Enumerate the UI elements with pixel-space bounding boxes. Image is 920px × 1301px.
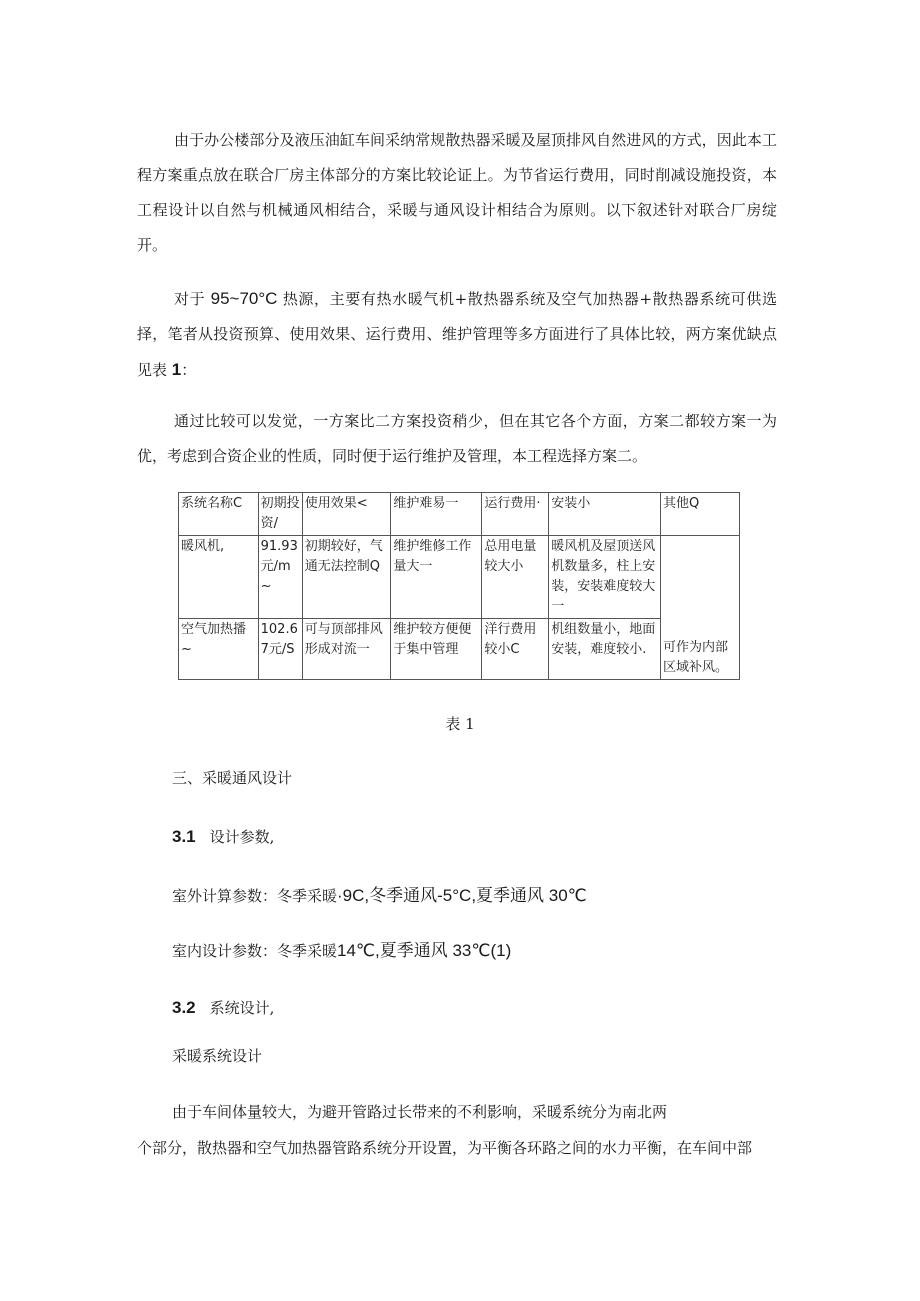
table-cell: 维护维修工作量大一	[391, 536, 482, 619]
heat-source-temperature: 95~70°C	[210, 289, 278, 308]
header-system-name: 系统名称C	[179, 493, 259, 536]
section-heading: 三、采暖通风设计	[172, 769, 293, 787]
heat-source-paragraph	[137, 281, 777, 388]
comparison-table	[178, 492, 740, 680]
outdoor-values: ·9C,冬季通风-5°C,夏季通风 30℃	[337, 886, 587, 905]
conclusion-paragraph: 通过比较可以发觉，一方案比二方案投资稍少，但在其它各个方面，方案二都较方案一为优，考虑到合资企业的性质，同时便于运行维护及管理，本工程选择方案二。	[137, 412, 777, 465]
header-initial-investment: 初期投资/	[258, 493, 302, 536]
outdoor-parameters	[172, 881, 587, 906]
table-cell: 维护较方便便于集中管理	[391, 619, 482, 680]
subsection-3-2-heading	[172, 997, 274, 1018]
subsection-number: 3.1	[172, 827, 196, 846]
table-cell: 空气加热播~	[179, 619, 259, 680]
header-installation: 安装小	[549, 493, 661, 536]
table-caption: 表 1	[445, 715, 475, 733]
table-cell: 初期较好，气通无法控制Q	[302, 536, 391, 619]
heating-system-title: 采暖系统设计	[172, 1047, 263, 1065]
table-cell: 总用电量较大小	[482, 536, 549, 619]
outdoor-label: 室外计算参数：冬季采暖	[172, 887, 338, 905]
table-row	[179, 536, 740, 619]
heat-source-text-a: 对于	[174, 290, 211, 308]
heat-source-text-b: 热源，主要有热水暖气机+散热器系统及空气加热器+散热器系统可供选择，笔者从投资预算、使用效果、运行费用、维护管理等多方面进行了具体比较，两方案优缺点见表	[137, 290, 777, 379]
table-cell: 91.93元/m~	[258, 536, 302, 619]
indoor-values: 14℃,夏季通风 33℃(1)	[337, 941, 512, 960]
header-running-cost: 运行费用·	[482, 493, 549, 536]
body-text-line: 由于车间体量较大，为避开管路过长带来的不利影响，采暖系统分为南北两	[172, 1103, 668, 1121]
heat-source-text-c: ：	[181, 361, 197, 379]
intro-paragraph: 由于办公楼部分及液压油缸车间采纳常规散热器采暖及屋顶排风自然进风的方式，因此本工程方案重点放在联合厂房主体部分的方案比较论证上。为节省运行费用，同时削减设施投资，本工程设计以自然与机械通风相结合，采暖与通风设计相结合为原则。以下叙述针对联合厂房绽开。	[137, 131, 777, 254]
body-text-line: 个部分，散热器和空气加热器管路系统分开设置，为平衡各环路之间的水力平衡，在车间中部	[137, 1139, 753, 1157]
subsection-title: 系统设计,	[209, 999, 275, 1017]
table-row	[179, 619, 740, 680]
table-reference-number: 1	[171, 360, 182, 379]
subsection-number: 3.2	[172, 998, 196, 1017]
header-maintenance: 维护难易一	[391, 493, 482, 536]
indoor-parameters	[172, 936, 511, 961]
table-cell: 102.67元/S	[258, 619, 302, 680]
header-other: 其他Q	[660, 493, 739, 536]
subsection-title: 设计参数,	[209, 828, 275, 846]
table-header-row	[179, 493, 740, 536]
table-cell: 机组数量小，地面安装，难度较小.	[549, 619, 661, 680]
table-cell: 洋行费用较小C	[482, 619, 549, 680]
indoor-label: 室内设计参数：冬季采暖	[172, 942, 338, 960]
header-usage-effect: 使用效果<	[302, 493, 391, 536]
table-cell-other-merged: 可作为内部区域补风。	[660, 536, 739, 680]
table-cell: 暖风机,	[179, 536, 259, 619]
table-cell: 暖风机及屋顶送风机数量多，柱上安装，安装难度较大一	[549, 536, 661, 619]
subsection-3-1-heading	[172, 826, 274, 847]
table-cell: 可与顶部排风形成对流一	[302, 619, 391, 680]
